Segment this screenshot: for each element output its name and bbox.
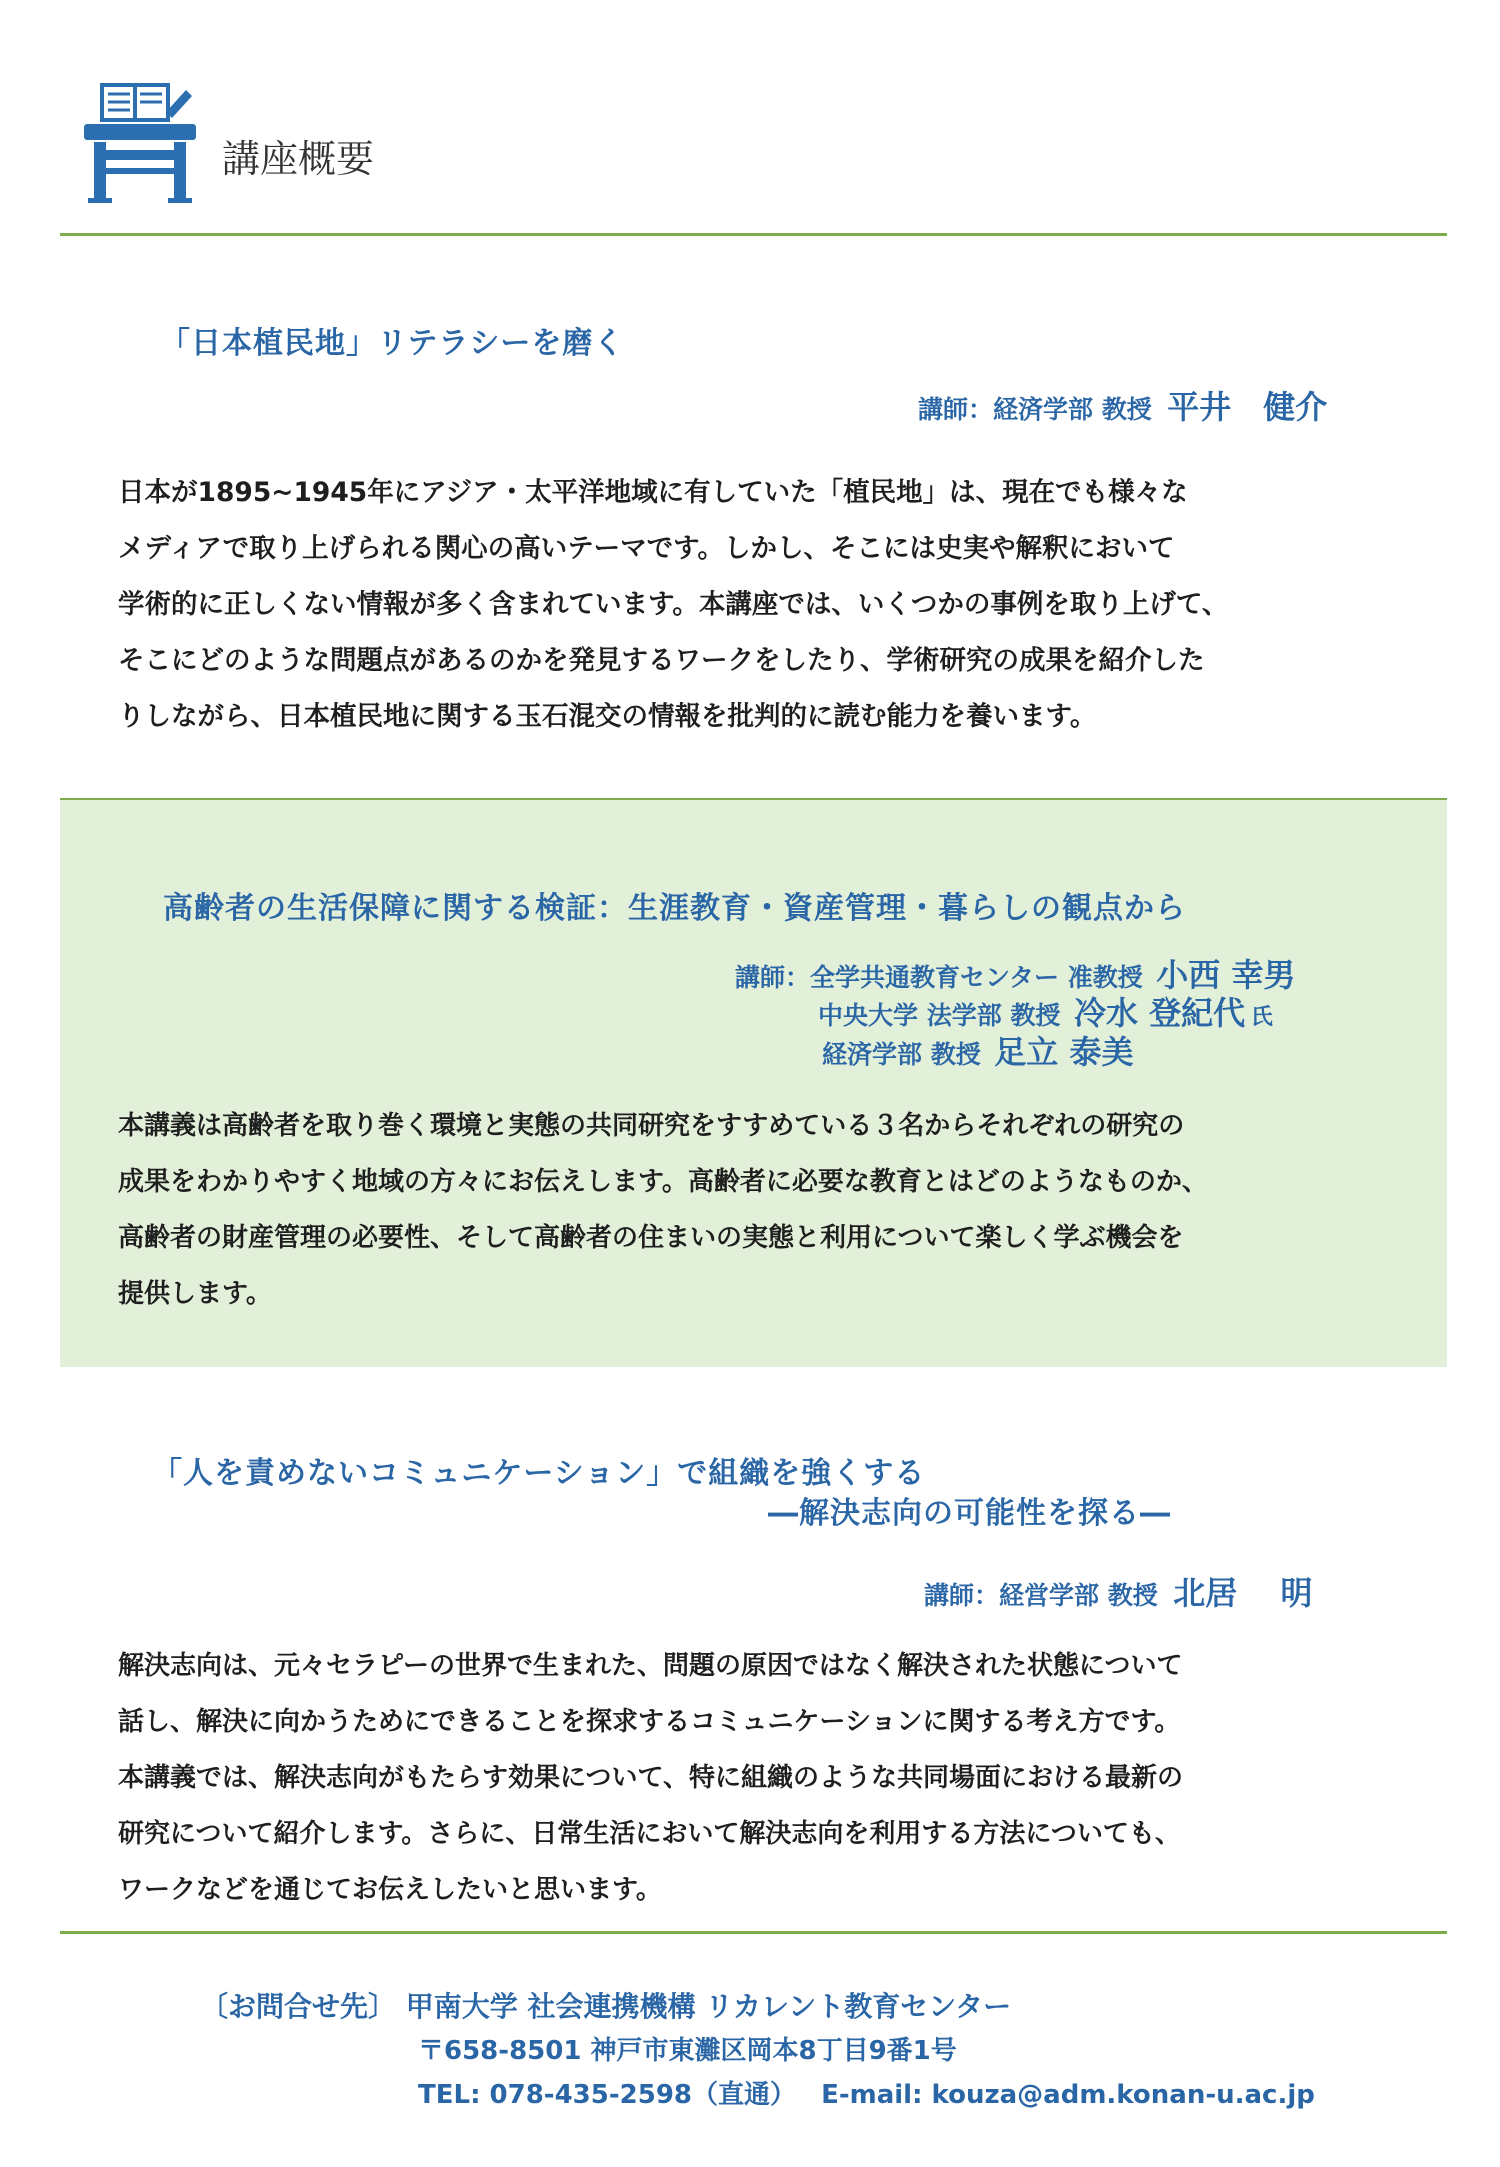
lecturer-suffix: 氏 [1250,1005,1273,1030]
course-title: 高齢者の生活保障に関する検証：生涯教育・資産管理・暮らしの観点から [163,891,1186,926]
course-subtitle: ―解決志向の可能性を探る― [768,1496,1171,1531]
lecturer-name: 平井 健介 [1167,388,1328,426]
lecturer-label: 講師：経済学部 教授 [918,395,1152,424]
paragraph-line: 話し、解決に向かうためにできることを探求するコミュニケーションに関する考え方です。 [118,1707,1181,1737]
course-description [118,1638,1183,1918]
lecturer-label: 講師：全学共通教育センター 准教授 [735,963,1143,992]
paragraph-line: 本講義は高齢者を取り巻く環境と実態の共同研究をすすめている３名からそれぞれの研究の [118,1111,1185,1141]
paragraph-line: メディアで取り上げられる関心の高いテーマです。しかし、そこには史実や解釈において [118,533,1175,564]
paragraph-line: 本講義では、解決志向がもたらす効果について、特に組織のような共同場面における最新の [118,1763,1183,1793]
lecturer-name: 小西 幸男 [1156,956,1296,994]
paragraph-line: りしながら、日本植民地に関する玉石混交の情報を批判的に読む能力を養います。 [118,701,1097,732]
contact-info [418,2074,1315,2111]
lecturer-name: 足立 泰美 [994,1033,1134,1071]
organization-name: 甲南大学 社会連携機構 リカレント教育センター [405,1990,1012,2023]
email-link[interactable]: E-mail: kouza@adm.konan-u.ac.jp [821,2080,1315,2110]
paragraph-line: 高齢者の財産管理の必要性、そして高齢者の住まいの実態と利用について楽しく学ぶ機会を [118,1223,1184,1253]
phone-number: TEL: 078-435-2598（直通） [418,2080,797,2110]
paragraph-line: 提供します。 [118,1279,272,1309]
lecturer-line [918,382,1327,428]
lecturer-line [822,1027,1133,1073]
paragraph-line: ワークなどを通じてお伝えしたいと思います。 [118,1875,662,1905]
lecturer-name: 冷水 登紀代 [1074,994,1246,1032]
divider [60,233,1447,236]
course-title: 「人を責めないコミュニケーション」で組織を強くする [152,1456,926,1491]
page-title: 講座概要 [222,137,375,181]
paragraph-line: 解決志向は、元々セラピーの世界で生まれた、問題の原因ではなく解決された状態について [118,1651,1183,1681]
contact-line [200,1985,1011,2025]
paragraph-line: 日本が1895~1945年にアジア・太平洋地域に有していた「植民地」は、現在でも様々な [118,477,1188,508]
course-description [118,465,1228,745]
contact-label: 〔お問合せ先〕 [200,1990,397,2023]
lecturer-label: 中央大学 法学部 教授 [818,1001,1061,1030]
paragraph-line: 学術的に正しくない情報が多く含まれています。本講座では、いくつかの事例を取り上げて、 [118,589,1229,620]
paragraph-line: 成果をわかりやすく地域の方々にお伝えします。高齢者に必要な教育とはどのようなものか、 [118,1167,1208,1197]
address: 〒658-8501 神戸市東灘区岡本8丁目9番1号 [418,2036,957,2066]
lecturer-line [924,1568,1312,1614]
classroom-desk-icon [80,80,200,205]
course-title: 「日本植民地」リテラシーを磨く [160,326,625,361]
lecturer-name: 北居 明 [1173,1574,1313,1612]
paragraph-line: そこにどのような問題点があるのかを発見するワークをしたり、学術研究の成果を紹介した [118,645,1205,676]
lecturer-label: 経済学部 教授 [822,1040,981,1069]
course-description [118,1098,1208,1322]
divider [60,1931,1447,1934]
paragraph-line: 研究について紹介します。さらに、日常生活において解決志向を利用する方法についても、 [118,1819,1181,1849]
lecturer-label: 講師：経営学部 教授 [924,1581,1158,1610]
